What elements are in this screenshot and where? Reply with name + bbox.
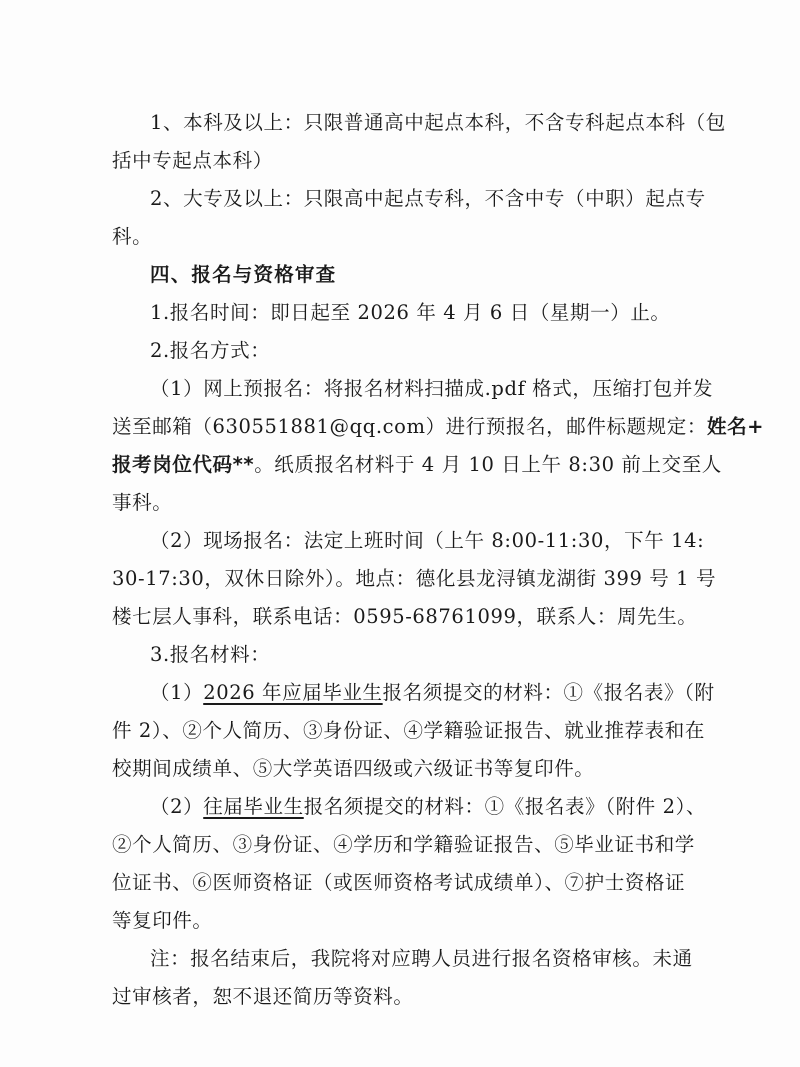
paragraph-line: 等复印件。 xyxy=(112,909,213,932)
paragraph-line: 1.报名时间：即日起至 2026 年 4 月 6 日（星期一）止。 xyxy=(150,301,671,324)
paragraph-line: 楼七层人事科，联系电话：0595-68761099，联系人：周先生。 xyxy=(112,605,698,628)
paragraph-line: 科。 xyxy=(112,225,153,248)
paragraph-line xyxy=(150,788,707,826)
text-span: （1） xyxy=(150,681,204,704)
underlined-text: 2026 年应届毕业生 xyxy=(203,681,383,704)
text-span: （2） xyxy=(150,795,204,818)
paragraph-line: 事科。 xyxy=(112,491,173,514)
paragraph-line: 过审核者，恕不退还简历等资料。 xyxy=(112,985,414,1008)
paragraph-line: （2）现场报名：法定上班时间（上午 8:00-11:30，下午 14: xyxy=(150,529,705,552)
text-span: 报名须提交的材料：①《报名表》（附件 2）、 xyxy=(303,795,707,818)
paragraph-line xyxy=(112,408,765,446)
paragraph-line: ②个人简历、③身份证、④学历和学籍验证报告、⑤毕业证书和学 xyxy=(112,833,695,856)
paragraph-line: 30-17:30，双休日除外）。地点：德化县龙浔镇龙湖街 399 号 1 号 xyxy=(112,567,717,590)
section-heading: 四、报名与资格审查 xyxy=(150,263,337,286)
paragraph-line: 括中专起点本科） xyxy=(112,149,273,172)
bold-text: 姓名+ xyxy=(706,415,765,438)
paragraph-line: 2、大专及以上：只限高中起点专科，不含中专（中职）起点专 xyxy=(150,187,706,210)
text-span: 报名须提交的材料：①《报名表》（附 xyxy=(382,681,715,704)
paragraph-line: 注：报名结束后，我院将对应聘人员进行报名资格审核。未通 xyxy=(150,947,693,970)
bold-text: 报考岗位代码** xyxy=(112,453,255,476)
text-span: 。纸质报名材料于 4 月 10 日上午 8:30 前上交至人 xyxy=(254,453,722,476)
paragraph-line: 校期间成绩单、⑤大学英语四级或六级证书等复印件。 xyxy=(112,757,595,780)
paragraph-line xyxy=(112,446,722,484)
paragraph-line: 1、本科及以上：只限普通高中起点本科，不含专科起点本科（包 xyxy=(150,111,726,134)
paragraph-line: （1）网上预报名：将报名材料扫描成.pdf 格式，压缩打包并发 xyxy=(150,377,714,400)
paragraph-line: 3.报名材料： xyxy=(150,643,271,666)
underlined-text: 往届毕业生 xyxy=(203,795,304,818)
paragraph-line: 位证书、⑥医师资格证（或医师资格考试成绩单）、⑦护士资格证 xyxy=(112,871,686,894)
text-span: 送至邮箱（630551881@qq.com）进行预报名，邮件标题规定： xyxy=(112,415,707,438)
paragraph-line xyxy=(150,674,715,712)
paragraph-line: 2.报名方式： xyxy=(150,339,271,362)
paragraph-line: 件 2）、②个人简历、③身份证、④学籍验证报告、就业推荐表和在 xyxy=(112,719,705,742)
